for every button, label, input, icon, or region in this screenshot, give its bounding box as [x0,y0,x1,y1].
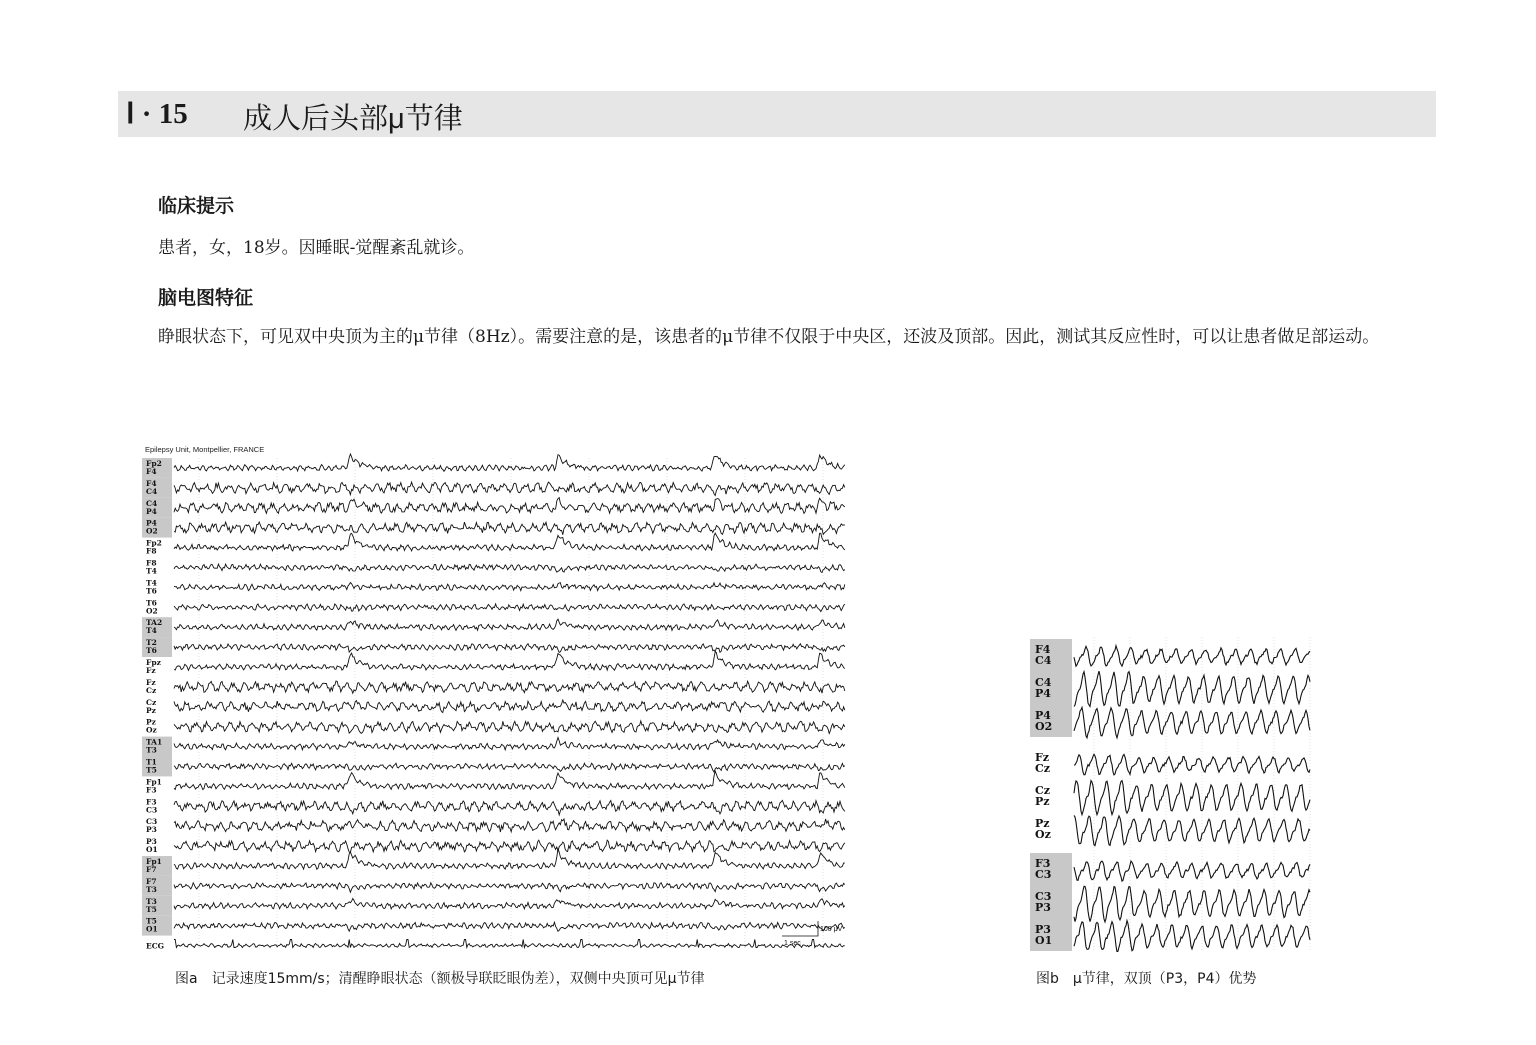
figure-a-trace [174,498,845,514]
figure-b-channel-label: Fz [1035,751,1050,764]
figure-a-channel-label: T5 [146,765,157,775]
figure-a-trace [174,738,845,750]
figure-a-channel-label: O1 [146,924,158,934]
figure-a-channel-label: TA1 [146,737,163,747]
figure-a-trace [174,644,845,653]
figure-b-trace [1074,671,1310,706]
figure-b-channel-label: Cz [1035,784,1051,797]
figure-a-trace [174,652,845,671]
figure-a-channel-label: Fz [146,666,156,675]
figure-b-channel-label: C3 [1035,890,1052,903]
figure-a-time-scale: 1 sec [784,940,801,947]
figure-a-channel-label: F3 [146,797,157,807]
figure-a-channel-label: O2 [146,526,158,536]
figure-b-channel-label: Pz [1035,817,1050,830]
figure-a-channel-label: Fp1 [146,777,162,787]
figure-a-trace [174,583,845,591]
clinical-text: 患者，女，18岁。因睡眠-觉醒紊乱就诊。 [158,238,475,258]
figure-a-channel-label: T4 [146,626,157,636]
figure-a-trace [174,700,845,712]
figure-a-channel-label: O2 [146,606,158,616]
figure-a-channel-label: F8 [146,558,157,568]
figure-a-trace [174,619,845,630]
figure-b-channel-label: P3 [1035,923,1051,936]
figure-a-channel-label: P4 [146,506,157,516]
figure-a-trace [174,819,845,832]
figure-a-channel-label: Fz [146,677,156,687]
figure-a-channel-label: F7 [146,876,157,886]
figure-a-channel-label: ECG [146,941,165,951]
figure-a-trace [174,721,845,734]
figure-a-channel-label: T5 [146,904,157,914]
figure-a-trace [174,883,845,893]
figure-b-channel-label: F3 [1035,857,1051,870]
figure-b-trace [1074,861,1310,881]
figure-a-channel-label: F4 [146,478,157,488]
figure-b-channel-label: C3 [1035,868,1052,881]
figure-b-trace [1074,815,1310,845]
figure-a-channel-label: Pz [146,717,156,727]
figure-a-eeg-trace [142,443,848,953]
figure-b-channel-label: O1 [1035,934,1053,947]
figure-b-channel-label: C4 [1035,654,1052,667]
figure-a-channel-label: T6 [146,586,157,596]
figure-a-channel-label: Fp2 [146,538,162,548]
figure-b [1030,637,1312,952]
figure-b-caption: 图b μ节律，双顶（P3，P4）优势 [1036,971,1257,987]
figure-a-trace [174,849,845,870]
figure-a-channel-label: Fp1 [146,857,162,866]
figure-a-channel-label: T4 [146,578,157,588]
figure-a-trace [174,940,845,948]
figure-a-channel-label: T1 [146,757,157,767]
figure-a-channel-label: Oz [146,725,157,735]
figure-a-channel-label: F3 [146,785,157,795]
figure-a-trace [174,763,845,772]
figure-a-channel-label: T3 [146,896,157,906]
figure-a-channel-label: T2 [146,638,157,648]
figure-a-trace [174,482,845,495]
figure-b-channel-label: Cz [1035,762,1051,775]
figure-a-caption: 图a 记录速度15mm/s；清醒睁眼状态（额极导联眨眼伪差），双侧中央顶可见μ节律 [175,971,705,987]
figure-a-channel-label: P4 [146,518,157,528]
figure-a-channel-label: O1 [146,845,158,855]
eeg-text: 睁眼状态下，可见双中央顶为主的μ节律（8Hz）。需要注意的是，该患者的μ节律不仅限于中央区，还波及顶部。因此，测试其反应性时，可以让患者做足部运动。 [158,327,1380,347]
figure-b-trace [1074,707,1310,737]
figure-a-amplitude-scale: 100 μV [820,926,843,933]
figure-b-channel-label: P4 [1035,709,1051,722]
figure-b-channel-label: O2 [1035,720,1053,733]
figure-a-trace [174,681,845,693]
figure-a-channel-label: P3 [146,825,157,835]
figure-a-trace [174,922,845,931]
figure-a-trace [174,604,845,612]
figure-b-channel-label: Pz [1035,795,1050,808]
figure-b-eeg-trace [1030,637,1312,952]
figure-a-channel-label: C4 [146,486,158,496]
figure-b-channel-label: C4 [1035,676,1052,689]
figure-a-trace [174,771,845,790]
eeg-heading: 脑电图特征 [158,287,254,309]
figure-a [142,443,848,953]
page-title: 成人后头部μ节律 [243,103,463,135]
figure-a-channel-label: T5 [146,916,157,926]
figure-a-trace [174,454,845,471]
figure-a-channel-label: Fpz [146,658,161,667]
figure-a-trace [174,533,845,551]
figure-b-channel-label: P3 [1035,901,1051,914]
figure-a-channel-label: C4 [146,498,158,508]
figure-b-channel-label: P4 [1035,687,1051,700]
figure-b-trace [1074,886,1310,922]
figure-a-channel-label: T6 [146,598,157,608]
figure-a-channel-label: T3 [146,884,157,894]
figure-b-trace [1074,646,1310,666]
clinical-heading: 临床提示 [158,195,235,217]
figure-b-channel-label: Oz [1035,828,1051,841]
section-number: Ⅰ · 15 [126,98,188,130]
figure-a-trace [174,899,845,910]
figure-a-source-label: Epilepsy Unit, Montpellier, FRANCE [145,445,265,454]
figure-a-channel-label: Cz [146,697,157,707]
figure-a-trace [174,840,845,852]
figure-a-trace [174,522,845,535]
figure-a-channel-label: Pz [146,705,156,715]
figure-a-channel-label: F8 [146,546,157,556]
figure-a-channel-label: F7 [146,865,157,874]
title-bar [118,91,1436,137]
figure-a-trace [174,564,845,572]
figure-a-channel-label: Fp2 [146,459,162,468]
figure-a-channel-label: C3 [146,817,158,827]
figure-a-channel-label: TA2 [146,618,163,628]
figure-a-channel-label: C3 [146,805,158,815]
figure-a-channel-label: F4 [146,467,157,476]
figure-b-channel-label: F4 [1035,643,1051,656]
figure-b-trace [1074,754,1310,775]
figure-a-channel-label: T4 [146,566,157,576]
figure-a-channel-label: P3 [146,837,157,847]
figure-b-trace [1074,781,1310,815]
figure-a-channel-label: Cz [146,685,157,695]
figure-a-channel-label: T6 [146,646,157,656]
figure-b-trace [1074,921,1310,952]
figure-a-channel-label: T3 [146,745,157,755]
figure-a-trace [174,800,845,815]
